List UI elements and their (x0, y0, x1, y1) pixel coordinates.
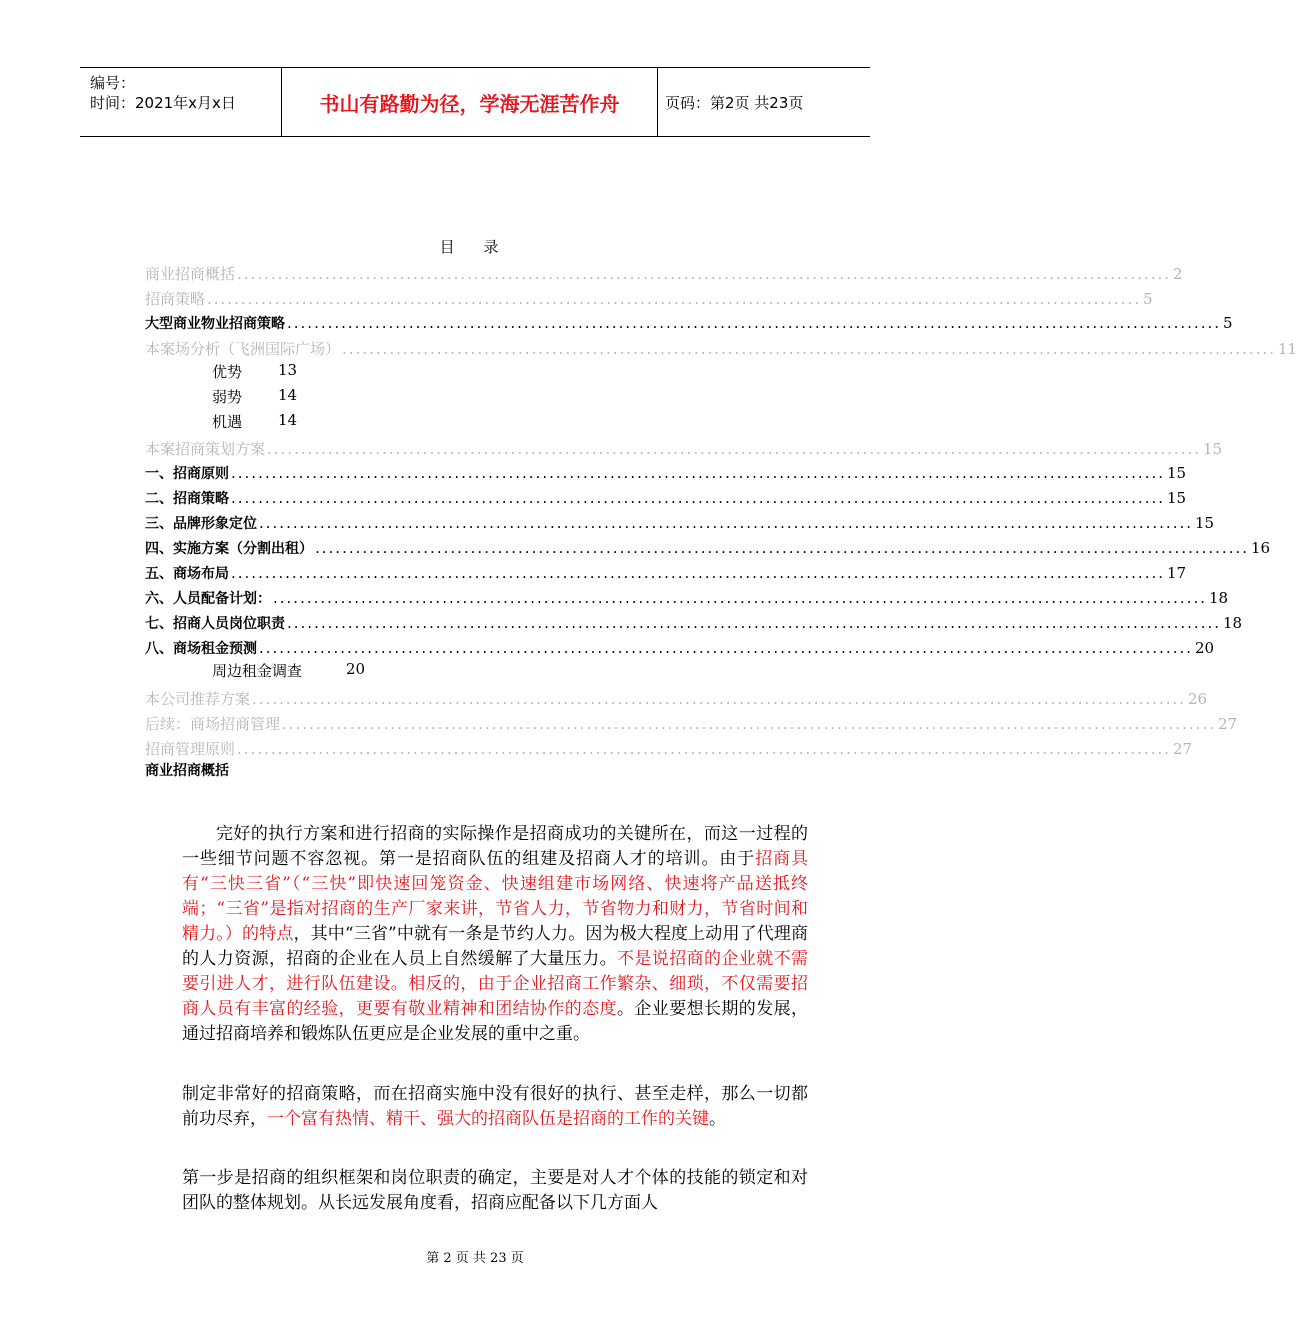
toc-leader: .......................................................................................................................................... (273, 589, 1207, 607)
toc-entry-label: 招商管理原则 (145, 740, 236, 758)
toc-entry[interactable] (145, 738, 1193, 762)
toc-entry-page: 20 (1195, 639, 1215, 657)
toc-sub-entry[interactable] (212, 386, 297, 407)
toc-entry-label: 一、招商原则 (145, 466, 229, 482)
toc-sub-page: 14 (278, 411, 298, 429)
toc-leader: .......................................................................................................................................... (207, 290, 1142, 308)
toc-entry-page: 5 (1143, 290, 1153, 308)
toc-entry-label: 本公司推荐方案 (145, 690, 251, 708)
text-run: 完好的执行方案和进行招商的实际操作是招商成功的关键所在，而这一过程的一些细节问题不容忽视。第一是招商队伍的组建及招商人才的培训。由于 (182, 824, 808, 869)
toc-entry-label: 六、人员配备计划： (145, 591, 271, 607)
toc-sub-page: 20 (346, 660, 366, 678)
toc-entry-page: 5 (1223, 314, 1233, 332)
toc-entry-label: 八、商场租金预测 (145, 641, 257, 657)
toc-sub-label: 周边租金调查 (212, 662, 303, 680)
toc-entry[interactable] (145, 638, 1215, 662)
toc-entry-label: 大型商业物业招商策略 (145, 316, 285, 332)
toc-entry-page: 17 (1167, 564, 1187, 582)
toc-entry-label: 本案招商策划方案 (145, 440, 266, 458)
toc-entry-page: 27 (1218, 715, 1238, 733)
text-run: 制定非常好的招商策略，而在招商实施中没有很好的执行、甚至走样，那么一切都前功尽弃， (182, 1084, 808, 1129)
toc-entry-page: 26 (1188, 690, 1208, 708)
toc-entry-label: 本案场分析（飞洲国际广场） (145, 340, 341, 358)
paragraph-1 (182, 822, 808, 1047)
toc-title: 目 录 (439, 238, 511, 256)
toc-entry-label: 二、招商策略 (145, 491, 229, 507)
toc-leader: .......................................................................................................................................... (282, 715, 1217, 733)
toc-entry-label: 三、品牌形象定位 (145, 516, 257, 532)
toc-entry-page: 16 (1251, 539, 1271, 557)
header-left-cell (80, 68, 280, 136)
toc-entry[interactable] (145, 713, 1238, 737)
toc-sub-entry[interactable] (212, 361, 297, 382)
toc-leader: .......................................................................................................................................... (237, 740, 1172, 758)
highlight-text: 招商具有“三快三省”（“三快”即快速回笼资金、快速组建市场网络、快速将产品送抵终端；“三省”是指对招商的生产厂家来讲，节省人力，节省物力和财力，节省时间和精力。）的特点 (182, 849, 809, 944)
toc-entry[interactable] (145, 688, 1208, 712)
toc-entry-page: 15 (1195, 514, 1215, 532)
date-label: 时间：2021年x月x日 (90, 94, 236, 112)
highlight-text: 一个富有热情、精干、强大的招商队伍是招商的工作的关键 (267, 1109, 709, 1129)
toc-leader: .......................................................................................................................................... (231, 464, 1165, 482)
text-run: 。企业要想长期的发展，通过招商培养和锻炼队伍更应是企业发展的重中之重。 (182, 999, 808, 1044)
toc-sub-page: 14 (278, 386, 298, 404)
paragraph-3: 第一步是招商的组织框架和岗位职责的确定，主要是对人才个体的技能的锁定和对团队的整体规划。从长远发展角度看，招商应配备以下几方面人 (182, 1168, 808, 1213)
toc-entry[interactable] (145, 313, 1233, 337)
toc-entry-page: 2 (1173, 265, 1183, 283)
toc-entry-label: 七、招商人员岗位职责 (145, 616, 285, 632)
number-label: 编号： (90, 74, 136, 92)
toc-entry[interactable] (145, 288, 1153, 312)
toc-entry-page: 18 (1209, 589, 1229, 607)
toc-sub-label: 弱势 (212, 388, 243, 406)
toc-entry-page: 15 (1203, 440, 1223, 458)
toc-entry[interactable] (145, 513, 1215, 537)
toc-sub-page: 13 (278, 361, 298, 379)
toc-leader: .......................................................................................................................................... (231, 564, 1165, 582)
toc-sub-label: 机遇 (212, 413, 243, 431)
toc-entry[interactable] (145, 538, 1271, 562)
toc-entry[interactable] (145, 613, 1243, 637)
toc-entry-label: 招商策略 (145, 290, 206, 308)
toc-entry-label: 后续：商场招商管理 (145, 715, 281, 733)
toc-entry[interactable] (145, 263, 1183, 287)
paragraph-2 (182, 1082, 808, 1132)
toc-leader: .......................................................................................................................................... (342, 340, 1277, 358)
toc-entry-page: 18 (1223, 614, 1243, 632)
toc-leader: .......................................................................................................................................... (237, 265, 1172, 283)
header-page-info: 页码：第2页 共23页 (665, 93, 804, 112)
toc-entry-label: 四、实施方案（分割出租） (145, 541, 313, 557)
toc-entry[interactable] (145, 438, 1223, 462)
toc-entry-label: 商业招商概括 (145, 265, 236, 283)
page-header (80, 67, 870, 137)
toc-leader: .......................................................................................................................................... (231, 489, 1165, 507)
toc-entry-page: 27 (1173, 740, 1193, 758)
toc-entry-page: 15 (1167, 489, 1187, 507)
toc-entry[interactable] (145, 563, 1187, 587)
toc-entry-label: 五、商场布局 (145, 566, 229, 582)
toc-leader: .......................................................................................................................................... (267, 440, 1202, 458)
highlight-text: 不是说招商的企业就不需要引进人才，进行队伍建设。相反的，由于企业招商工作繁杂、细琐，不仅需要招商人员有丰富的经验，更要有敬业精神和团结协作的态度 (182, 949, 808, 1019)
text-run: 。 (709, 1109, 726, 1129)
header-motto: 书山有路勤为径，学海无涯苦作舟 (281, 68, 658, 136)
toc-entry-page: 11 (1278, 340, 1297, 358)
page-footer: 第 2 页 共 23 页 (426, 1251, 524, 1266)
toc-sub-label: 优势 (212, 363, 243, 381)
toc-sub-entry[interactable] (212, 411, 297, 432)
toc-entry[interactable] (145, 488, 1187, 512)
toc-sub-entry[interactable] (212, 660, 365, 681)
toc-leader: .......................................................................................................................................... (252, 690, 1187, 708)
text-run: ，其中“三省”中就有一条是节约人力。因为极大程度上动用了代理商的人力资源，招商的企业在人员上自然缓解了大量压力。 (182, 924, 808, 969)
toc-entry-page: 15 (1167, 464, 1187, 482)
toc-leader: .......................................................................................................................................... (259, 514, 1193, 532)
toc-leader: .......................................................................................................................................... (259, 639, 1193, 657)
toc-leader: .......................................................................................................................................... (315, 539, 1249, 557)
toc-entry[interactable] (145, 463, 1187, 487)
toc-leader: .......................................................................................................................................... (287, 614, 1221, 632)
section-title: 商业招商概括 (145, 763, 229, 779)
toc-entry[interactable] (145, 338, 1297, 362)
toc-leader: .......................................................................................................................................... (287, 314, 1221, 332)
toc-entry[interactable] (145, 588, 1229, 612)
